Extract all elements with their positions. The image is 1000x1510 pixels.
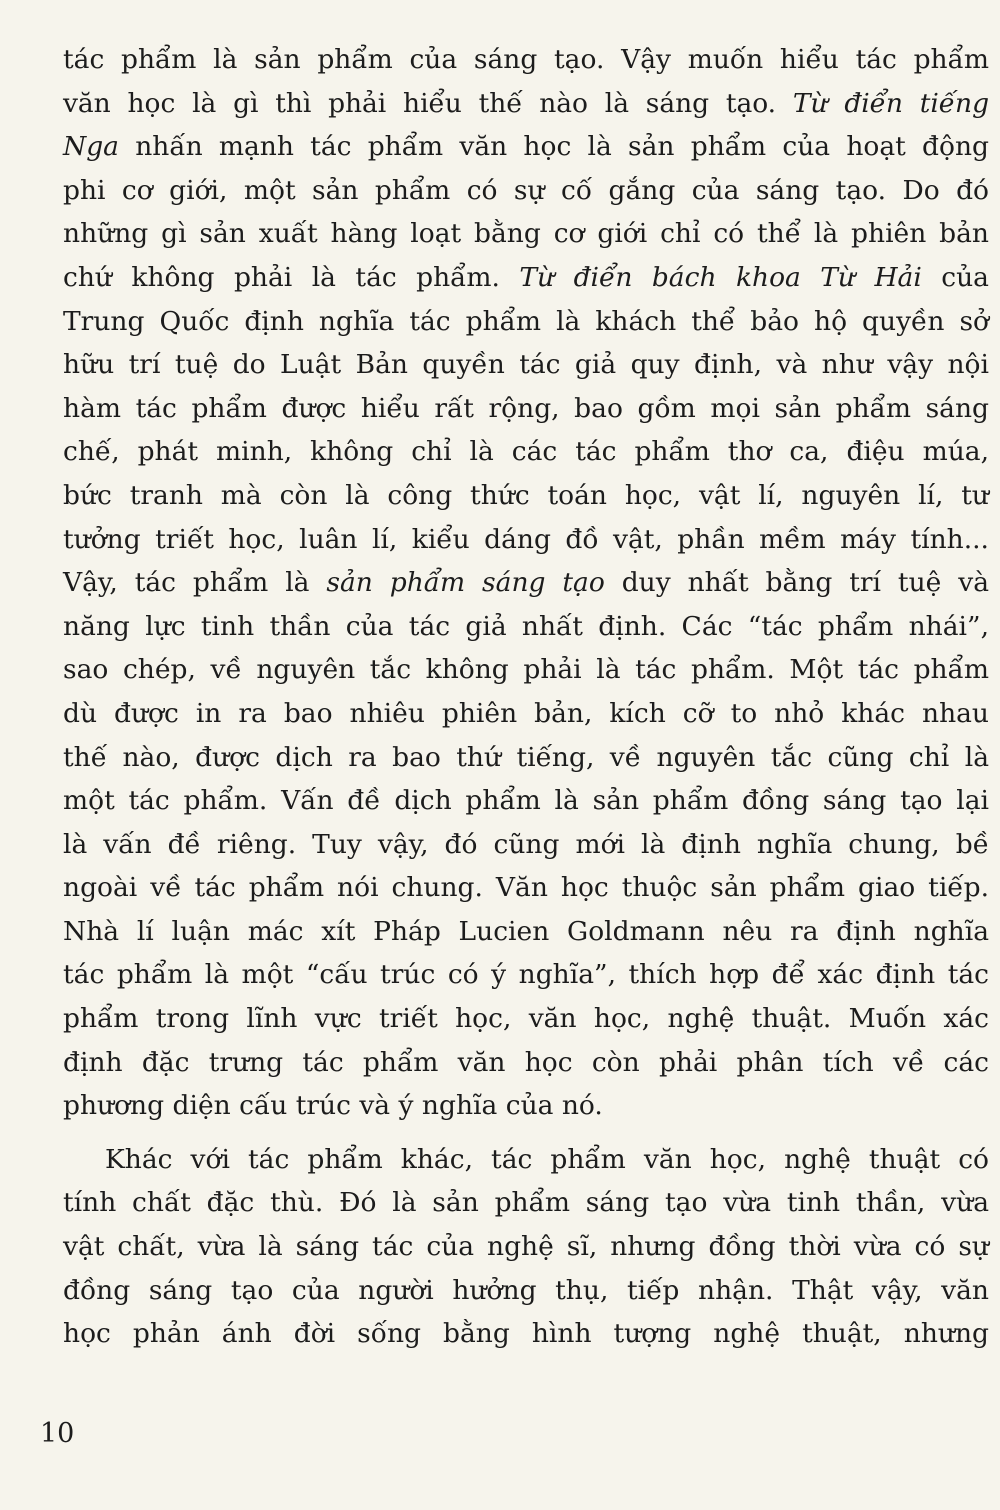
text-line: thế nào, được dịch ra bao thứ tiếng, về nguyên tắc cũng chỉ là [63, 741, 989, 773]
paragraph-2 [63, 1138, 989, 1356]
text-line: tác phẩm là sản phẩm của sáng tạo. Vậy muốn hiểu tác phẩm [63, 44, 989, 75]
text-line: sao chép, về nguyên tắc không phải là tác phẩm. Một tác phẩm [63, 654, 989, 686]
page-body-text [63, 38, 989, 1356]
text-line: Khác với tác phẩm khác, tác phẩm văn học, nghệ thuật có [105, 1143, 989, 1175]
text-line: định đặc trưng tác phẩm văn học còn phải phân tích về các [63, 1046, 989, 1078]
text-line: văn học là gì thì phải hiểu thế nào là sáng tạo. Từ điển tiếng [63, 87, 989, 119]
text-line: Nhà lí luận mác xít Pháp Lucien Goldmann nêu ra định nghĩa [63, 915, 989, 947]
text-line: là vấn đề riêng. Tuy vậy, đó cũng mới là định nghĩa chung, bề [63, 828, 989, 860]
text-line: dù được in ra bao nhiêu phiên bản, kích cỡ to nhỏ khác nhau [63, 697, 989, 729]
text-line: phương diện cấu trúc và ý nghĩa của nó. [63, 1090, 603, 1122]
text-line: một tác phẩm. Vấn đề dịch phẩm là sản phẩm đồng sáng tạo lại [63, 785, 989, 817]
text-line: chế, phát minh, không chỉ là các tác phẩm thơ ca, điệu múa, [63, 436, 989, 468]
text-line: những gì sản xuất hàng loạt bằng cơ giới chỉ có thể là phiên bản [63, 218, 989, 250]
paragraph-spacing [63, 1128, 989, 1138]
text-line: vật chất, vừa là sáng tác của nghệ sĩ, nhưng đồng thời vừa có sự [63, 1231, 989, 1263]
text-line: bức tranh mà còn là công thức toán học, vật lí, nguyên lí, tư [63, 479, 989, 511]
text-line: Trung Quốc định nghĩa tác phẩm là khách thể bảo hộ quyền sở [63, 305, 989, 337]
paragraph-1 [63, 38, 989, 1128]
text-line: hữu trí tuệ do Luật Bản quyền tác giả quy định, và như vậy nội [63, 349, 989, 381]
page-number: 10 [40, 1418, 75, 1449]
text-line: hàm tác phẩm được hiểu rất rộng, bao gồm mọi sản phẩm sáng [63, 392, 989, 424]
text-line: tưởng triết học, luân lí, kiểu dáng đồ vật, phần mềm máy tính... [63, 523, 989, 555]
text-line: tác phẩm là một “cấu trúc có ý nghĩa”, thích hợp để xác định tác [63, 959, 989, 991]
text-line: năng lực tinh thần của tác giả nhất định. Các “tác phẩm nhái”, [63, 610, 989, 642]
text-line: tính chất đặc thù. Đó là sản phẩm sáng tạo vừa tinh thần, vừa [63, 1187, 989, 1219]
text-line: học phản ánh đời sống bằng hình tượng nghệ thuật, nhưng [63, 1318, 989, 1350]
text-line: ngoài về tác phẩm nói chung. Văn học thuộc sản phẩm giao tiếp. [63, 872, 989, 904]
text-line: đồng sáng tạo của người hưởng thụ, tiếp nhận. Thật vậy, văn [63, 1274, 989, 1306]
text-line: Vậy, tác phẩm là sản phẩm sáng tạo duy nhất bằng trí tuệ và [63, 567, 989, 599]
text-line: phẩm trong lĩnh vực triết học, văn học, nghệ thuật. Muốn xác [63, 1003, 989, 1035]
text-line: chứ không phải là tác phẩm. Từ điển bách khoa Từ Hải của [63, 261, 989, 293]
text-line: phi cơ giới, một sản phẩm có sự cố gắng của sáng tạo. Do đó [63, 174, 989, 206]
text-line: Nga nhấn mạnh tác phẩm văn học là sản phẩm của hoạt động [63, 131, 989, 163]
